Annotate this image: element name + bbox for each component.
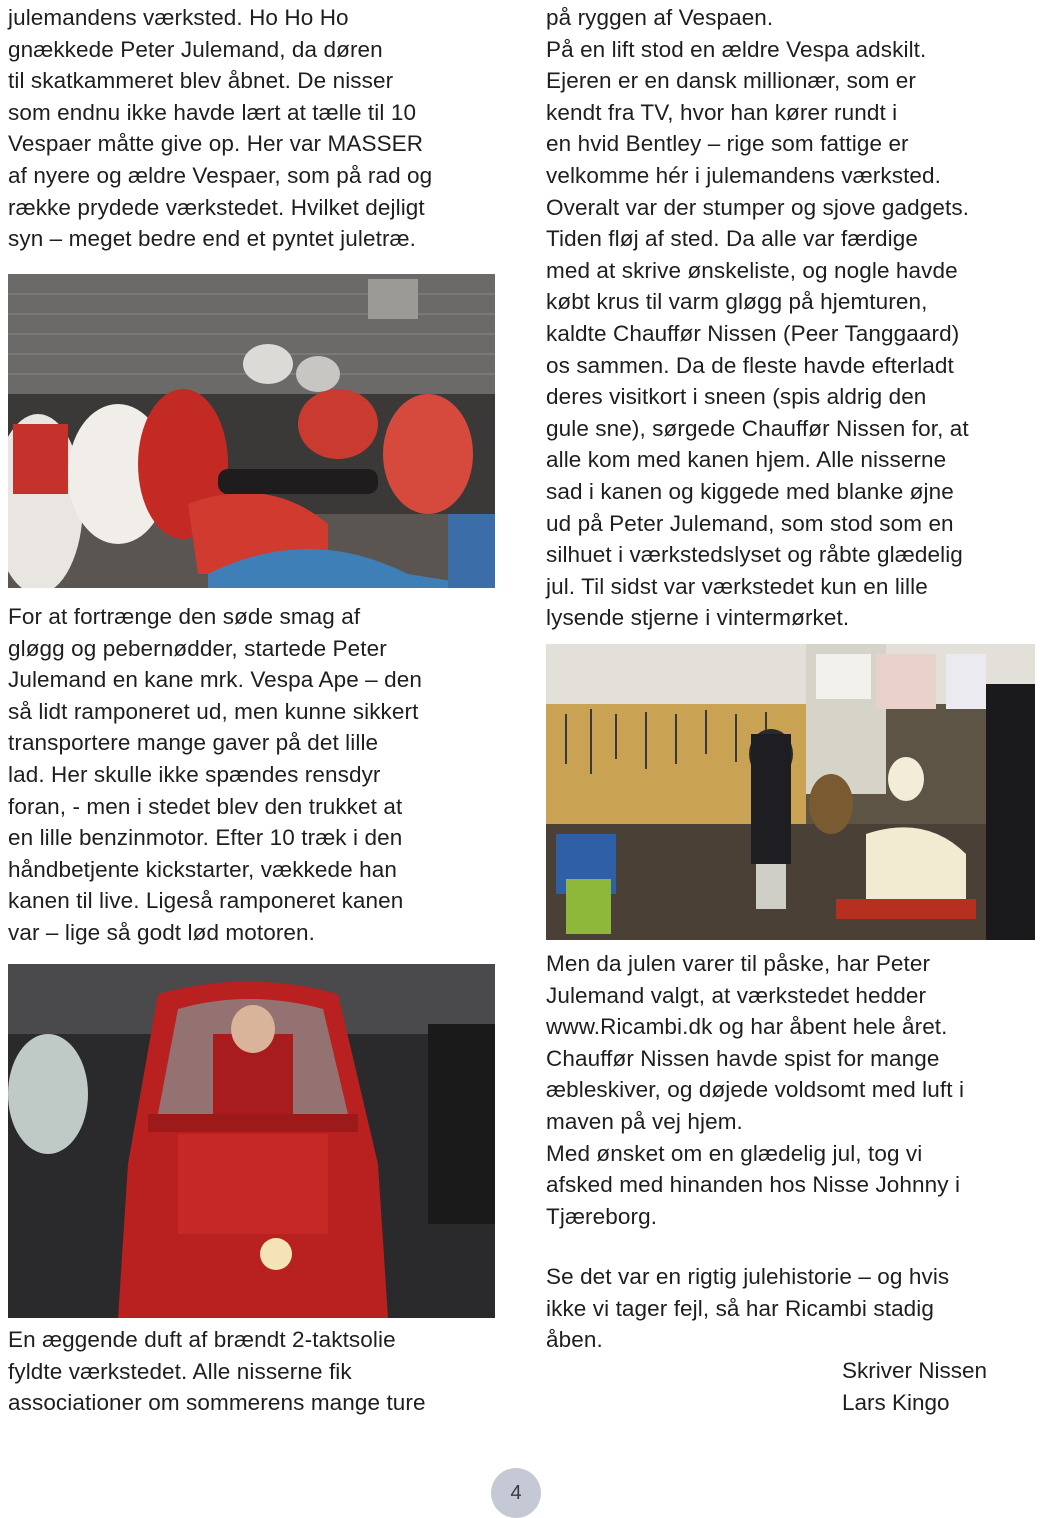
right-paragraph-1: på ryggen af Vespaen. På en lift stod en ældre Vespa adskilt. Ejeren er en dansk millionær, som er kendt fra TV, hvor han kører rundt i en hvid Bentley – rige som fattige er velkomme hér i julemandens værksted. Overalt var der stumper og sjove gadgets. Tiden fløj af sted. Da alle var færdige med at skrive ønskeliste, og nogle havde købt krus til varm gløgg på hjemturen, kaldte Chauffør Nissen (Peer Tanggaard) os sammen. Da de fleste havde efterladt deres visitkort i sneen (spis aldrig den gule sne), sørgede Chauffør Nissen for, at alle kom med kanen hjem. Alle nisserne sad i kanen og kiggede med blanke øjne ud på Peter Julemand, som stod som en silhuet i værkstedslyset og råbte glædelig jul. Til sidst var værkstedet kun en lille lysende stjerne i vintermørket. [546, 5, 970, 631]
workshop-photo [546, 644, 1035, 940]
signature: Skriver Nissen Lars Kingo [842, 1358, 988, 1415]
left-paragraph-1: julemandens værksted. Ho Ho Ho gnækkede Peter Julemand, da døren til skatkammeret blev åbnet. De nisser som endnu ikke havde lært at tælle til 10 Vespaer måtte give op. Her var MASSER af nyere og ældre Vespaer, som på rad og række prydede værkstedet. Hvilket dejligt syn – meget bedre end et pyntet juletræ. [8, 5, 433, 252]
right-paragraph-3: Se det var en rigtig julehistorie – og hvis ikke vi tager fejl, så har Ricambi stadig åben. [546, 1264, 950, 1353]
vespa-garage-photo [8, 274, 495, 588]
page-number-badge: 4 [491, 1468, 541, 1518]
left-paragraph-3: En æggende duft af brændt 2-taktsolie fyldte værkstedet. Alle nisserne fik associationer om sommerens mange ture [8, 1327, 426, 1416]
right-paragraph-2: Men da julen varer til påske, har Peter Julemand valgt, at værkstedet hedder www.Ricambi.dk og har åbent hele året. Chauffør Nissen havde spist for mange æbleskiver, og døjede voldsomt med luft i maven på vej hjem. Med ønsket om en glædelig jul, tog vi afsked med hinanden hos Nisse Johnny i Tjæreborg. [546, 951, 965, 1229]
vespa-ape-photo [8, 964, 495, 1318]
left-paragraph-2: For at fortrænge den søde smag af gløgg og pebernødder, startede Peter Julemand en kane mrk. Vespa Ape – den så lidt ramponeret ud, men kunne sikkert transportere mange gaver på det lille lad. Her skulle ikke spændes rensdyr foran, - men i stedet blev den trukket at en lille benzinmotor. Efter 10 træk i den håndbetjente kickstarter, vækkede han kanen til live. Ligeså ramponeret kanen var – lige så godt lød motoren. [8, 604, 422, 945]
